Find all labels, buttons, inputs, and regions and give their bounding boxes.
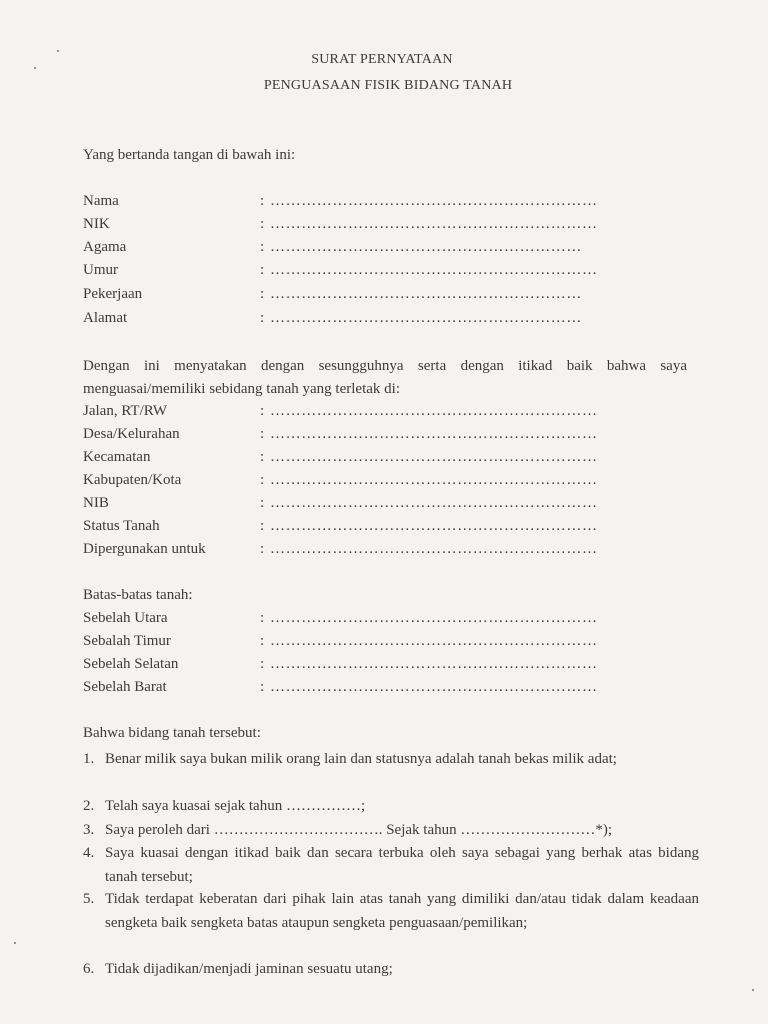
declaration-number: 3. xyxy=(83,822,95,838)
field-separator: : xyxy=(260,518,265,534)
field-separator: : xyxy=(260,193,265,209)
declaration-number: 6. xyxy=(83,961,95,977)
field-blank: ……………………………………………………… xyxy=(270,472,598,488)
field-blank: ……………………………………………………… xyxy=(270,193,598,209)
field-sebelah-selatan xyxy=(83,656,683,678)
field-blank: ……………………………………………………… xyxy=(270,262,598,278)
field-label: Umur xyxy=(83,262,118,278)
scan-speck xyxy=(752,989,754,991)
field-kecamatan xyxy=(83,449,683,471)
declaration-text: Telah saya kuasai sejak tahun ……………; xyxy=(105,798,366,814)
field-label: Status Tanah xyxy=(83,518,160,534)
field-separator: : xyxy=(260,495,265,511)
field-blank: ……………………………………………………… xyxy=(270,426,598,442)
field-blank: ……………………………………………………… xyxy=(270,541,598,557)
field-separator: : xyxy=(260,286,265,302)
field-label: Dipergunakan untuk xyxy=(83,541,206,557)
field-jalan-rt-rw xyxy=(83,403,683,425)
field-pekerjaan xyxy=(83,286,683,308)
declaration-text: Benar milik saya bukan milik orang lain dan statusnya adalah tanah bekas milik adat; xyxy=(105,751,617,767)
field-separator: : xyxy=(260,633,265,649)
declaration-text: Saya kuasai dengan itikad baik dan secara terbuka oleh saya sebagai yang berhak atas bidang tanah tersebut; xyxy=(105,845,699,885)
field-label: Agama xyxy=(83,239,127,255)
field-separator: : xyxy=(260,541,265,557)
field-agama xyxy=(83,239,683,261)
field-label: Kecamatan xyxy=(83,449,151,465)
field-blank: ……………………………………………………… xyxy=(270,403,598,419)
field-blank: …………………………………………………… xyxy=(270,239,582,255)
field-separator: : xyxy=(260,449,265,465)
scan-speck xyxy=(57,50,59,52)
field-label: Nama xyxy=(83,193,119,209)
declaration-number: 4. xyxy=(83,845,95,861)
field-status-tanah xyxy=(83,518,683,540)
field-nama xyxy=(83,193,683,215)
document-subtitle: PENGUASAAN FISIK BIDANG TANAH xyxy=(263,78,513,93)
field-separator: : xyxy=(260,656,265,672)
field-label: Sebelah Selatan xyxy=(83,656,179,672)
field-blank: ……………………………………………………… xyxy=(270,679,598,695)
field-separator: : xyxy=(260,426,265,442)
field-separator: : xyxy=(260,472,265,488)
field-label: Sebelah Utara xyxy=(83,610,168,626)
field-kabupaten-kota xyxy=(83,472,683,494)
field-umur xyxy=(83,262,683,284)
field-blank: ……………………………………………………… xyxy=(270,610,598,626)
declaration-text: Tidak terdapat keberatan dari pihak lain atas tanah yang dimiliki dan/atau tidak dalam keadaan sengketa baik sengketa batas ataupun sengketa penguasaan/pemilikan; xyxy=(105,891,699,931)
scan-speck xyxy=(14,942,16,944)
field-label: Kabupaten/Kota xyxy=(83,472,182,488)
field-sebelah-utara xyxy=(83,610,683,632)
boundaries-heading: Batas-batas tanah: xyxy=(83,587,193,603)
declaration-number: 5. xyxy=(83,891,95,907)
field-separator: : xyxy=(260,679,265,695)
field-separator: : xyxy=(260,310,265,326)
field-label: Desa/Kelurahan xyxy=(83,426,180,442)
field-label: Alamat xyxy=(83,310,128,326)
field-sebalah-timur xyxy=(83,633,683,655)
field-blank: ……………………………………………………… xyxy=(270,518,598,534)
field-separator: : xyxy=(260,216,265,232)
field-label: Sebelah Barat xyxy=(83,679,167,695)
declaration-text: Tidak dijadikan/menjadi jaminan sesuatu utang; xyxy=(105,961,393,977)
declaration-number: 1. xyxy=(83,751,95,767)
field-label: Pekerjaan xyxy=(83,286,143,302)
field-alamat xyxy=(83,310,683,332)
field-blank: ……………………………………………………… xyxy=(270,216,598,232)
field-separator: : xyxy=(260,403,265,419)
field-blank: ……………………………………………………… xyxy=(270,656,598,672)
field-nib xyxy=(83,495,683,517)
field-label: NIK xyxy=(83,216,110,232)
statement-paragraph: Dengan ini menyatakan dengan sesungguhnya serta dengan itikad baik bahwa saya menguasai/memiliki sebidang tanah yang terletak di: xyxy=(83,358,687,397)
declaration-number: 2. xyxy=(83,798,95,814)
field-sebelah-barat xyxy=(83,679,683,701)
intro-text: Yang bertanda tangan di bawah ini: xyxy=(83,147,296,163)
field-separator: : xyxy=(260,239,265,255)
field-separator: : xyxy=(260,610,265,626)
field-blank: ……………………………………………………… xyxy=(270,449,598,465)
field-separator: : xyxy=(260,262,265,278)
field-desa-kelurahan xyxy=(83,426,683,448)
field-dipergunakan-untuk xyxy=(83,541,683,563)
field-blank: …………………………………………………… xyxy=(270,286,582,302)
field-blank: …………………………………………………… xyxy=(270,310,582,326)
field-blank: ……………………………………………………… xyxy=(270,633,598,649)
scan-speck xyxy=(34,67,36,69)
field-label: Jalan, RT/RW xyxy=(83,403,168,419)
field-label: NIB xyxy=(83,495,109,511)
field-blank: ……………………………………………………… xyxy=(270,495,598,511)
document-title: SURAT PERNYATAAN xyxy=(311,52,453,67)
declaration-text: Saya peroleh dari ……………………………. Sejak tahun ………………………*); xyxy=(105,822,613,838)
field-label: Sebalah Timur xyxy=(83,633,171,649)
field-nik xyxy=(83,216,683,238)
declaration-heading: Bahwa bidang tanah tersebut: xyxy=(83,725,261,741)
